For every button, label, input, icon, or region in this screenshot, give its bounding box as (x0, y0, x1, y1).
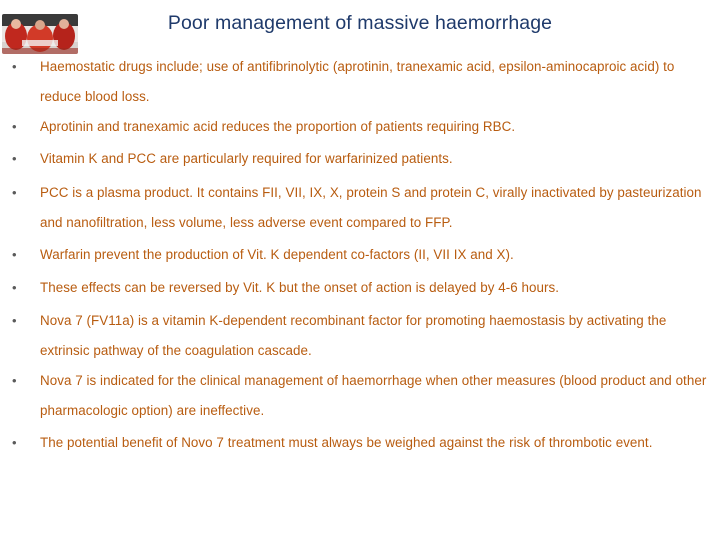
bullet-text: Aprotinin and tranexamic acid reduces the proportion of patients requiring RBC. (40, 119, 516, 134)
slide-title: Poor management of massive haemorrhage (167, 12, 553, 34)
bullet-icon: • (12, 119, 17, 134)
bullet-text: These effects can be reversed by Vit. K but the onset of action is delayed by 4-6 hours. (40, 280, 560, 295)
bullet-icon: • (12, 435, 17, 450)
bullet-text: Nova 7 (FV11a) is a vitamin K-dependent recombinant factor for promoting haemostasis by activating the extrinsic pathway of the coagulation cascade. (40, 313, 667, 358)
bullet-text: PCC is a plasma product. It contains FII, VII, IX, X, protein S and protein C, virally inactivated by pasteurization and nanofiltration, less volume, less adverse event compared to FFP. (40, 185, 702, 230)
bullet-text: The potential benefit of Novo 7 treatment must always be weighed against the risk of thrombotic event. (40, 435, 653, 450)
bullet-text: Haemostatic drugs include; use of antifibrinolytic (aprotinin, tranexamic acid, epsilon-aminocaproic acid) to reduce blood loss. (40, 59, 675, 104)
bullet-icon: • (12, 313, 17, 328)
bullet-icon: • (12, 247, 17, 262)
bullet-icon: • (12, 151, 17, 166)
bullet-icon: • (12, 280, 17, 295)
bullet-text: Nova 7 is indicated for the clinical management of haemorrhage when other measures (blood product and other pharmacologic option) are ineffective. (40, 373, 707, 418)
bullet-icon: • (12, 59, 17, 74)
bullet-text: Warfarin prevent the production of Vit. K dependent co-factors (II, VII IX and X). (40, 247, 514, 262)
bullet-icon: • (12, 373, 17, 388)
bullet-icon: • (12, 185, 17, 200)
bullet-text: Vitamin K and PCC are particularly required for warfarinized patients. (40, 151, 453, 166)
